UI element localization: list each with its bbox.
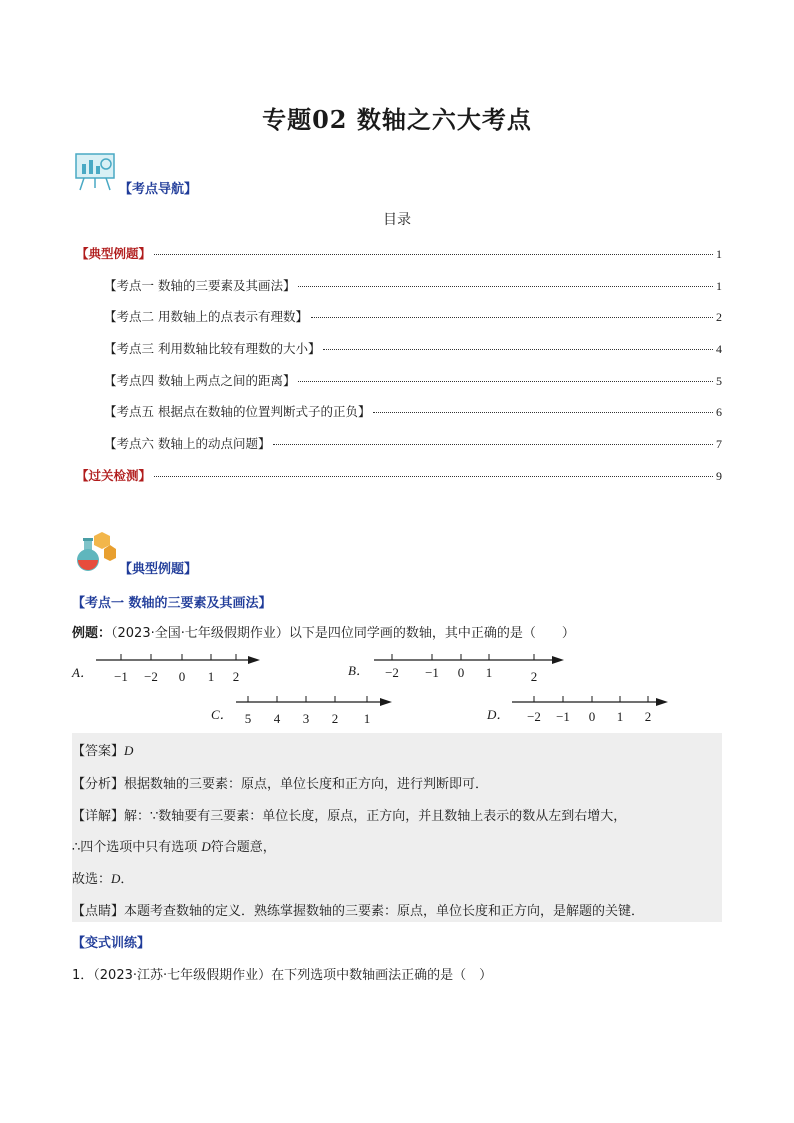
option-b-number-line	[368, 650, 568, 690]
toc-page-number: 1	[716, 279, 722, 293]
toc-entry-label: 【考点二 用数轴上的点表示有理数】	[104, 309, 308, 324]
page-title: 专题02 数轴之六大考点	[262, 105, 532, 134]
tick-label: −1	[425, 665, 439, 680]
tick-label: −2	[144, 669, 158, 684]
tick-label: −1	[556, 709, 570, 724]
exercise-1: 1．（2023·江苏·七年级假期作业）在下列选项中数轴画法正确的是（ ）	[72, 968, 493, 983]
presentation-board-icon	[74, 150, 118, 192]
nav-header: 【考点导航】	[119, 182, 198, 197]
detail-line-2	[72, 836, 276, 855]
toc-leader-dots	[298, 381, 713, 382]
tick-label: 5	[244, 711, 252, 726]
toc-page-number: 5	[716, 374, 722, 388]
toc-entry-topic-2[interactable]	[104, 307, 722, 325]
tick-label: 0	[457, 665, 465, 680]
example-prefix: 例题：	[72, 626, 112, 641]
tick-label: 1	[616, 709, 624, 724]
answer-box	[72, 733, 722, 922]
option-letter: B	[348, 663, 356, 678]
option-c-label: C．	[211, 707, 233, 722]
comment-text: 本题考查数轴的定义．熟练掌握数轴的三要素：原点，单位长度和正方向，是解题的关键．	[124, 904, 645, 919]
tick-label: 2	[644, 709, 652, 724]
choose-suffix: ．	[120, 872, 134, 887]
option-ref: D	[111, 871, 121, 886]
answer-label: 【答案】	[72, 744, 125, 759]
toc-entry-checkpoint[interactable]	[76, 466, 722, 484]
analysis-text: 根据数轴的三要素：原点，单位长度和正方向，进行判断即可．	[124, 777, 489, 792]
analysis-line	[72, 773, 488, 792]
option-ref: D	[201, 839, 211, 854]
answer-line	[72, 740, 133, 759]
toc-leader-dots	[323, 349, 713, 350]
toc-heading: 目录	[383, 212, 411, 228]
toc-entry-topic-3[interactable]	[104, 339, 722, 357]
comment-label: 【点睛】	[72, 904, 125, 919]
variant-header: 【变式训练】	[72, 936, 151, 951]
option-b-label: B．	[348, 663, 369, 678]
option-letter: D	[487, 707, 497, 722]
option-a-number-line	[90, 650, 265, 690]
toc-page-number: 4	[716, 342, 722, 356]
tick-label: −2	[385, 665, 399, 680]
example-text: （2023·全国·七年级假期作业）以下是四位同学画的数轴，其中正确的是（ ）	[111, 626, 575, 641]
tick-label: 1	[485, 665, 493, 680]
toc-page-number: 1	[716, 247, 722, 261]
flask-icon	[72, 530, 118, 572]
toc-entry-typical-examples[interactable]	[76, 244, 722, 262]
toc-leader-dots	[373, 412, 713, 413]
detail-line	[72, 805, 626, 824]
tick-label: 0	[178, 669, 186, 684]
tick-label: 3	[302, 711, 310, 726]
tick-label: 0	[588, 709, 596, 724]
toc-entry-label: 【考点一 数轴的三要素及其画法】	[104, 278, 296, 293]
toc-entry-topic-4[interactable]	[104, 371, 722, 389]
toc-entry-label: 【考点四 数轴上两点之间的距离】	[104, 373, 296, 388]
toc-entry-label: 【考点三 利用数轴比较有理数的大小】	[104, 341, 321, 356]
option-d-number-line	[508, 692, 673, 732]
section-header: 【典型例题】	[119, 562, 198, 577]
option-a-label: A．	[72, 665, 93, 680]
tick-label: 4	[273, 711, 281, 726]
option-letter: A	[72, 665, 80, 680]
tick-label: 2	[232, 669, 240, 684]
toc-entry-label: 【考点六 数轴上的动点问题】	[104, 436, 271, 451]
topic-header: 【考点一 数轴的三要素及其画法】	[72, 596, 272, 611]
detail-label: 【详解】	[72, 809, 125, 824]
toc-entry-label: 【考点五 根据点在数轴的位置判断式子的正负】	[104, 404, 371, 419]
toc-entry-label: 【过关检测】	[76, 468, 152, 483]
example-question	[72, 622, 575, 641]
toc-leader-dots	[298, 286, 713, 287]
toc-leader-dots	[154, 254, 713, 255]
option-letter: C	[211, 707, 220, 722]
toc-entry-topic-1[interactable]	[104, 276, 722, 294]
tick-label: 2	[530, 669, 538, 684]
detail-text: 解：∵数轴要有三要素：单位长度，原点，正方向，并且数轴上表示的数从左到右增大，	[124, 809, 627, 824]
choose-line	[72, 868, 133, 887]
toc-leader-dots	[154, 476, 713, 477]
toc-page-number: 2	[716, 310, 722, 324]
tick-label: 2	[331, 711, 339, 726]
toc-entry-topic-6[interactable]	[104, 434, 722, 452]
analysis-label: 【分析】	[72, 777, 125, 792]
toc-page-number: 6	[716, 405, 722, 419]
tick-label: −1	[114, 669, 128, 684]
toc-entry-topic-5[interactable]	[104, 402, 722, 420]
tick-label: −2	[527, 709, 541, 724]
comment-line	[72, 900, 644, 919]
toc-leader-dots	[311, 317, 713, 318]
detail-line2-suffix: 符合题意，	[210, 840, 276, 855]
toc-entry-label: 【典型例题】	[76, 246, 152, 261]
option-d-label: D．	[487, 707, 510, 722]
option-c-number-line	[232, 692, 397, 732]
toc-page-number: 9	[716, 469, 722, 483]
toc-leader-dots	[273, 444, 713, 445]
tick-label: 1	[363, 711, 371, 726]
tick-label: 1	[207, 669, 215, 684]
detail-line2-text: ∴四个选项中只有选项	[72, 840, 202, 855]
answer-value: D	[124, 743, 134, 758]
choose-text: 故选：	[72, 872, 112, 887]
toc-page-number: 7	[716, 437, 722, 451]
